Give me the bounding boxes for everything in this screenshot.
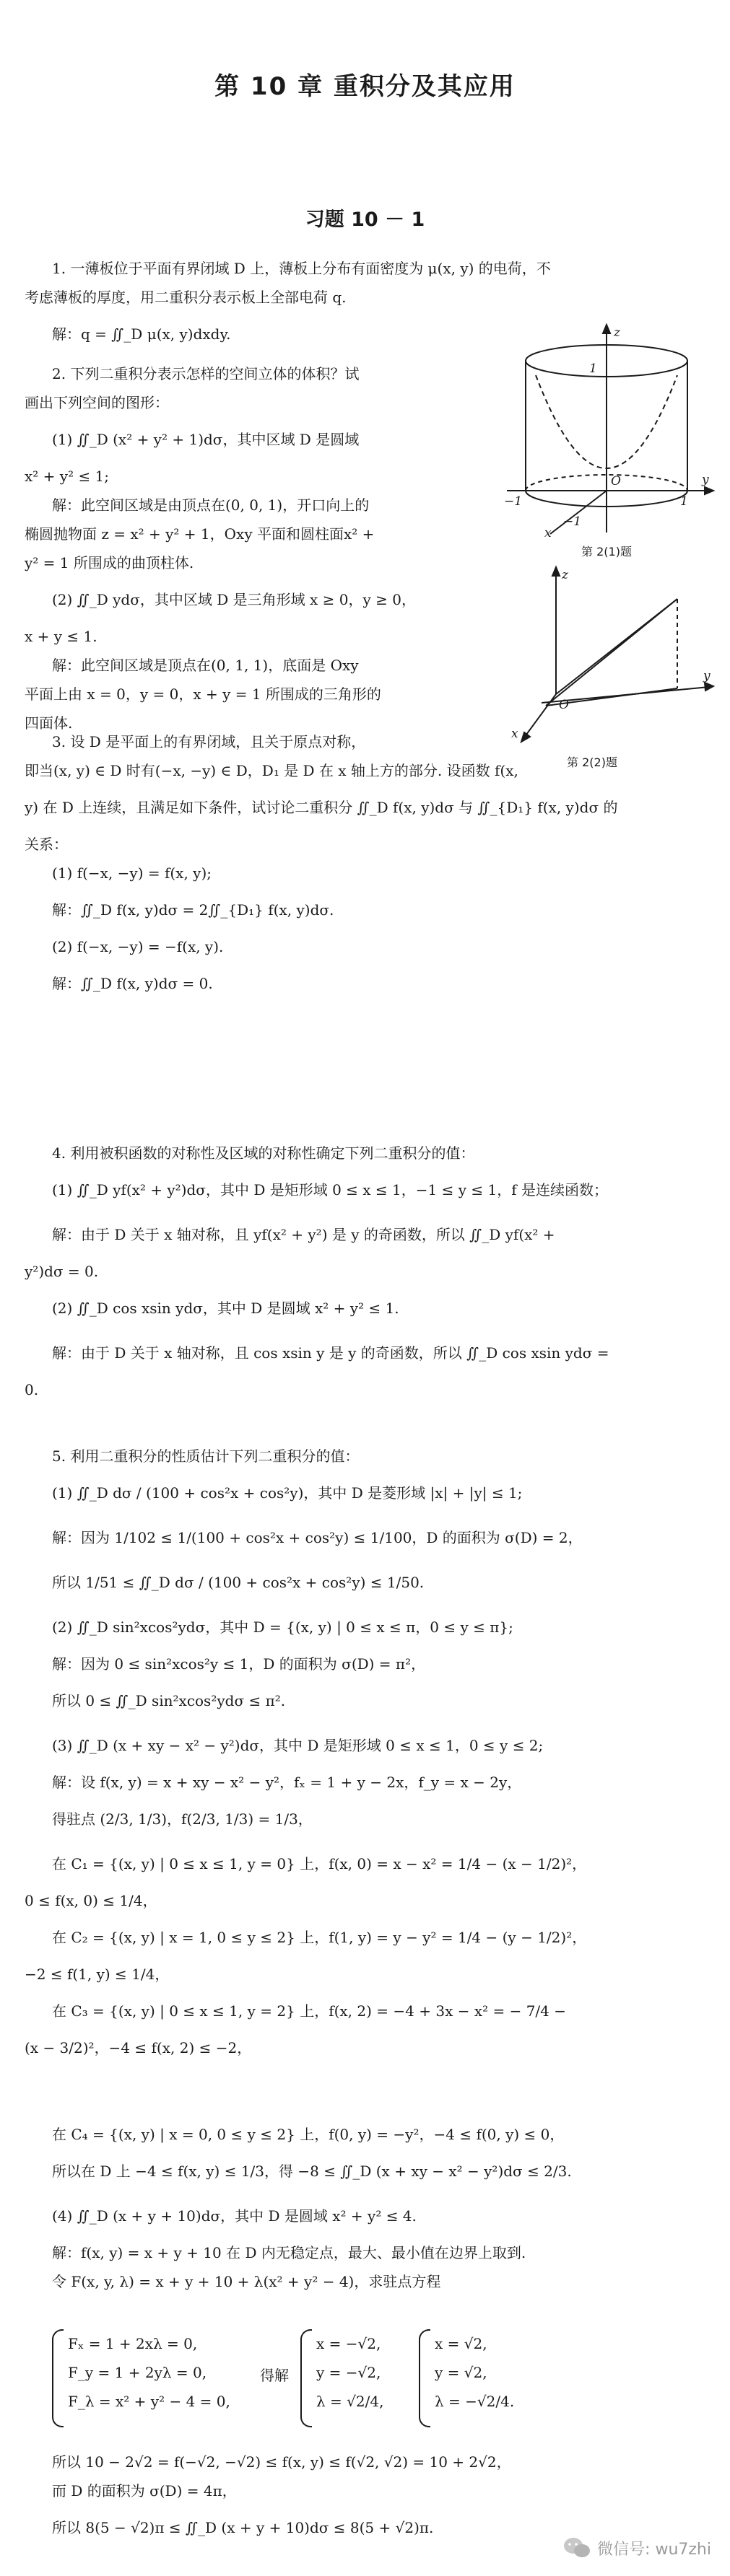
left-brace (52, 2329, 64, 2427)
solution-text: 解：此空间区域是由顶点在(0, 0, 1)，开口向上的 (52, 496, 370, 514)
solution-text: 解：∬_D f(x, y)dσ = 0. (52, 975, 213, 992)
z-arrow-icon (552, 567, 560, 576)
equation: λ = −√2/4. (435, 2393, 515, 2410)
figure-2-2 (498, 564, 715, 752)
solution-text: 解：q = ∬_D μ(x, y)dxdy. (52, 325, 231, 343)
problem-3 (25, 727, 711, 1006)
solution-text: 解：因为 0 ≤ sin²xcos²y ≤ 1，D 的面积为 σ(D) = π²， (52, 1655, 426, 1673)
figure-caption: 第 2(1)题 (581, 545, 632, 558)
axis-label: x (511, 727, 518, 741)
tick-label: 1 (589, 362, 597, 376)
solution-text: −2 ≤ f(1, y) ≤ 1/4， (25, 1966, 170, 1983)
left-brace (300, 2329, 312, 2427)
axis-label: z (562, 568, 568, 582)
solution-text: 所以 0 ≤ ∬_D sin²xcos²ydσ ≤ π². (52, 1692, 286, 1709)
solution-text: 在 C₄ = {(x, y) | x = 0, 0 ≤ y ≤ 2} 上，f(0, y) = −y²，−4 ≤ f(0, y) ≤ 0， (52, 2126, 565, 2143)
problem-text: 2. 下列二重积分表示怎样的空间立体的体积？试 (52, 365, 360, 382)
tick-label: 1 (680, 494, 688, 509)
solution-text: 解：因为 1/102 ≤ 1/(100 + cos²x + cos²y) ≤ 1/100，D 的面积为 σ(D) = 2， (52, 1529, 583, 1546)
problem-text: (2) ∬_D sin²xcos²ydσ，其中 D = {(x, y) | 0 ≤ x ≤ π，0 ≤ y ≤ π}; (52, 1618, 513, 1636)
problem-text: (2) ∬_D ydσ，其中区域 D 是三角形域 x ≥ 0，y ≥ 0， (52, 591, 416, 608)
problem-text: 画出下列空间的图形： (25, 394, 169, 411)
axis-label: z (614, 325, 620, 340)
problem-text: 1. 一薄板位于平面有界闭域 D 上，薄板上分布有面密度为 μ(x, y) 的电荷，不 (52, 260, 551, 277)
solution-text: 在 C₂ = {(x, y) | x = 1, 0 ≤ y ≤ 2} 上，f(1, y) = y − y² = 1/4 − (y − 1/2)²， (52, 1929, 587, 1946)
figure-2-1 (498, 323, 715, 540)
problem-text: (1) ∬_D dσ / (100 + cos²x + cos²y)，其中 D 是菱形域 |x| + |y| ≤ 1; (52, 1484, 523, 1502)
problem-text: (1) f(−x, −y) = f(x, y); (52, 864, 212, 882)
equation: F_λ = x² + y² − 4 = 0, (68, 2393, 230, 2410)
solution-text: (x − 3/2)²，−4 ≤ f(x, 2) ≤ −2， (25, 2039, 252, 2056)
section-title: 习题 10 － 1 (305, 209, 425, 231)
problem-text: (2) ∬_D cos xsin ydσ，其中 D 是圆域 x² + y² ≤ 1. (52, 1300, 399, 1317)
solution-text: 所以 1/51 ≤ ∬_D dσ / (100 + cos²x + cos²y) ≤ 1/50. (52, 1574, 425, 1591)
solution-text: 所以 10 − 2√2 = f(−√2, −√2) ≤ f(x, y) ≤ f(√2, √2) = 10 + 2√2， (52, 2453, 511, 2471)
solution-text: 0. (25, 1381, 39, 1398)
watermark-text: 微信号: wu7zhi (597, 2540, 711, 2559)
system-equations (68, 2329, 230, 2416)
solution-text: y² = 1 所围成的曲顶柱体. (25, 554, 194, 571)
tick-label: −1 (563, 514, 582, 529)
solution-1 (316, 2329, 383, 2416)
problem-text: (4) ∬_D (x + y + 10)dσ，其中 D 是圆域 x² + y² ≤ 4. (52, 2207, 417, 2225)
axis-label: y (703, 669, 711, 683)
tetra-edge (546, 599, 677, 706)
problem-text: 考虑薄板的厚度，用二重积分表示板上全部电荷 q. (25, 289, 347, 306)
solution-2 (435, 2329, 514, 2416)
solution-text: 所以在 D 上 −4 ≤ f(x, y) ≤ 1/3，得 −8 ≤ ∬_D (x + xy − x² − y²)dσ ≤ 2/3. (52, 2163, 572, 2180)
problem-text: (1) ∬_D yf(x² + y²)dσ，其中 D 是矩形域 0 ≤ x ≤ 1，−1 ≤ y ≤ 1，f 是连续函数； (52, 1181, 608, 1199)
origin-label: O (559, 698, 569, 712)
chapter-title: 第 10 章 重积分及其应用 (214, 72, 516, 101)
equation-system (52, 2329, 702, 2437)
solution-text: 解：f(x, y) = x + y + 10 在 D 内无稳定点，最大、最小值在边界上取到. (52, 2244, 526, 2261)
solution-text: 解：设 f(x, y) = x + xy − x² − y²，fₓ = 1 + y − 2x，f_y = x − 2y， (52, 1774, 522, 1791)
problem-2 (25, 359, 487, 737)
y-arrow-icon (705, 487, 713, 494)
solution-text: 所以 8(5 − √2)π ≤ ∬_D (x + y + 10)dσ ≤ 8(5 + √2)π. (52, 2519, 434, 2536)
left-brace (419, 2329, 430, 2427)
solution-text: 在 C₁ = {(x, y) | 0 ≤ x ≤ 1, y = 0} 上，f(x, 0) = x − x² = 1/4 − (x − 1/2)²， (52, 1855, 587, 1872)
wechat-icon (562, 2536, 591, 2560)
system-connector: 得解 (260, 2367, 289, 2384)
problem-4 (25, 1139, 711, 1404)
problem-text: 4. 利用被积函数的对称性及区域的对称性确定下列二重积分的值： (52, 1144, 475, 1162)
solution-text: 椭圆抛物面 z = x² + y² + 1，Oxy 平面和圆柱面x² + (25, 525, 375, 543)
figure-caption: 第 2(2)题 (567, 755, 617, 769)
equation: y = −√2, (316, 2364, 381, 2381)
solution-text: 在 C₃ = {(x, y) | 0 ≤ x ≤ 1, y = 2} 上，f(x, 2) = −4 + 3x − x² = − 7/4 − (52, 2002, 567, 2020)
solution-text: 解：由于 D 关于 x 轴对称，且 yf(x² + y²) 是 y 的奇函数，所以 ∬_D yf(x² + (52, 1226, 555, 1243)
problem-text: (2) f(−x, −y) = −f(x, y). (52, 938, 224, 955)
solution-text: 解：∬_D f(x, y)dσ = 2∬_{D₁} f(x, y)dσ. (52, 901, 334, 919)
equation: λ = √2/4, (316, 2393, 384, 2410)
problem-text: (1) ∬_D (x² + y² + 1)dσ，其中区域 D 是圆域 (52, 431, 360, 448)
axis-label: y (702, 473, 709, 487)
problem-text: 即当(x, y) ∈ D 时有(−x, −y) ∈ D，D₁ 是 D 在 x 轴上方的部分. 设函数 f(x, (25, 762, 518, 779)
solution-text: 得驻点 (2/3, 1/3)，f(2/3, 1/3) = 1/3， (52, 1810, 313, 1828)
problem-text: 5. 利用二重积分的性质估计下列二重积分的值： (52, 1447, 360, 1465)
solution-text: 0 ≤ f(x, 0) ≤ 1/4， (25, 1892, 157, 1909)
problem-text: 3. 设 D 是平面上的有界闭域，且关于原点对称， (52, 733, 366, 750)
y-arrow-icon (705, 683, 713, 691)
problem-text: y) 在 D 上连续，且满足如下条件，试讨论二重积分 ∬_D f(x, y)dσ 与 ∬_{D₁} f(x, y)dσ 的 (25, 799, 618, 816)
problem-text: 关系： (25, 836, 68, 853)
solution-text: 平面上由 x = 0，y = 0，x + y = 1 所围成的三角形的 (25, 685, 381, 703)
z-arrow-icon (603, 325, 610, 333)
solution-text: 解：由于 D 关于 x 轴对称，且 cos xsin y 是 y 的奇函数，所以 ∬_D cos xsin ydσ = (52, 1344, 609, 1362)
problem-text: x + y ≤ 1. (25, 628, 97, 645)
equation: x = √2, (435, 2335, 487, 2352)
solution-text: y²)dσ = 0. (25, 1263, 99, 1280)
origin-label: O (611, 474, 621, 489)
problem-5 (25, 1442, 711, 2296)
watermark (562, 2531, 711, 2564)
solution-text: 四面体. (25, 714, 73, 732)
problem-text: (3) ∬_D (x + xy − x² − y²)dσ，其中 D 是矩形域 0 ≤ x ≤ 1，0 ≤ y ≤ 2; (52, 1737, 544, 1754)
equation: y = √2, (435, 2364, 487, 2381)
equation: Fₓ = 1 + 2xλ = 0, (68, 2335, 198, 2352)
problem-text: x² + y² ≤ 1; (25, 468, 110, 485)
solution-text: 令 F(x, y, λ) = x + y + 10 + λ(x² + y² − 4)，求驻点方程 (52, 2273, 441, 2290)
equation: x = −√2, (316, 2335, 381, 2352)
solution-text: 解：此空间区域是顶点在(0, 1, 1)，底面是 Oxy (52, 657, 359, 674)
solution-text: 而 D 的面积为 σ(D) = 4π， (52, 2482, 237, 2500)
axis-label: x (544, 526, 552, 540)
equation: F_y = 1 + 2yλ = 0, (68, 2364, 207, 2381)
spacer (25, 2062, 711, 2120)
tick-label: −1 (504, 494, 523, 509)
